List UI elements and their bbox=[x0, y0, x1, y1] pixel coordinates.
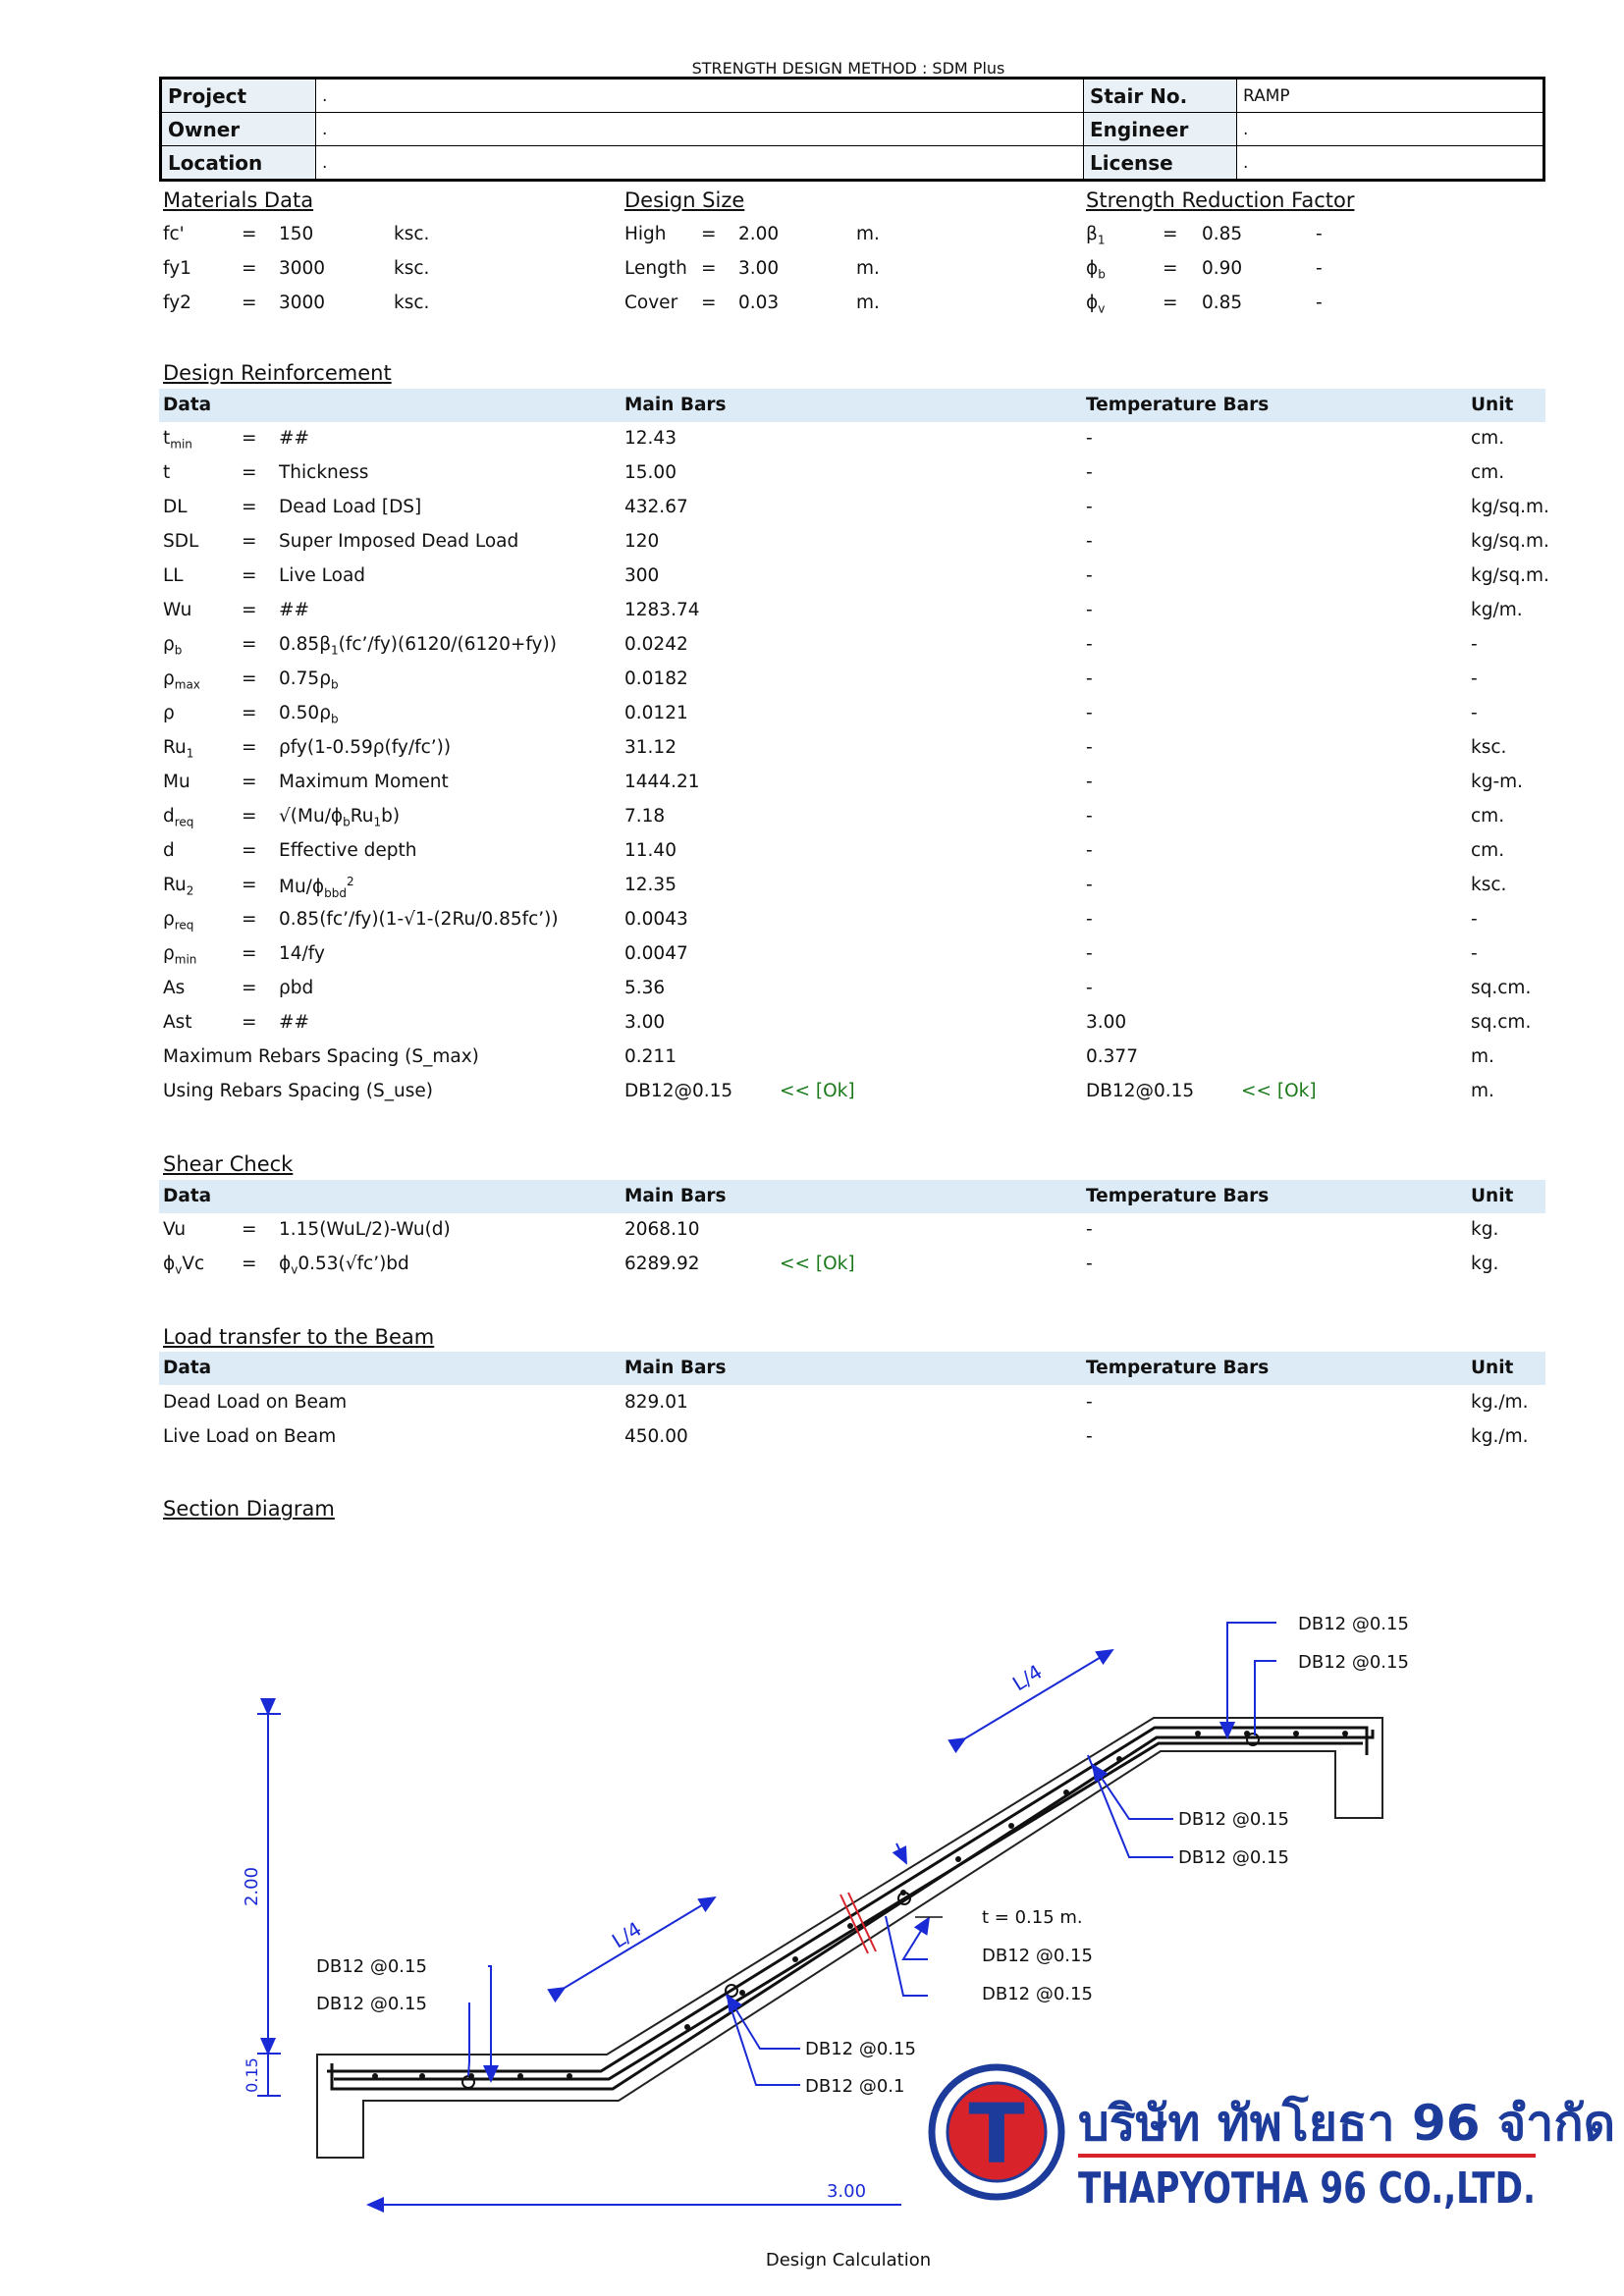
row-temp: - bbox=[1086, 703, 1093, 723]
row-main: 120 bbox=[624, 531, 660, 552]
project-info-table bbox=[159, 77, 1545, 182]
use-spacing-main-ok: << [Ok] bbox=[780, 1081, 855, 1101]
shear-eq: = bbox=[242, 1254, 257, 1274]
row-desc: Effective depth bbox=[279, 840, 417, 861]
rebar-labels bbox=[316, 1614, 1409, 2097]
label-upper-mid-2: DB12 @0.15 bbox=[1178, 1847, 1289, 1868]
row-main: 12.43 bbox=[624, 428, 677, 449]
reduction-name: $\phi_b$ bbox=[1086, 258, 1106, 282]
row-temp: - bbox=[1086, 943, 1093, 964]
reinforcement-title: Design Reinforcement bbox=[163, 361, 392, 385]
reduction-name: $\phi_v$ bbox=[1086, 293, 1106, 316]
row-temp: - bbox=[1086, 772, 1093, 792]
row-eq: = bbox=[242, 1012, 257, 1033]
footer-text: Design Calculation bbox=[765, 2250, 932, 2270]
row-desc: 14/fy bbox=[279, 943, 325, 964]
row-main: 0.0047 bbox=[624, 943, 688, 964]
design_size-name: High bbox=[624, 224, 667, 244]
materials-value: 3000 bbox=[279, 293, 326, 313]
row-symbol: Mu bbox=[163, 772, 190, 792]
row-temp: - bbox=[1086, 737, 1093, 758]
row-main: 1444.21 bbox=[624, 772, 700, 792]
row-eq: = bbox=[242, 565, 257, 586]
row-symbol: As bbox=[163, 978, 186, 998]
design_size-eq: = bbox=[701, 258, 717, 279]
row-symbol: Ast bbox=[163, 1012, 192, 1033]
shear-symbol: Vu bbox=[163, 1219, 187, 1240]
dim-landing-label: 0.15 bbox=[243, 2057, 261, 2093]
row-eq: = bbox=[242, 497, 257, 517]
row-unit: - bbox=[1471, 634, 1478, 655]
row-main: 12.35 bbox=[624, 875, 677, 895]
shear-header-band bbox=[159, 1180, 1545, 1213]
row-eq: = bbox=[242, 703, 257, 723]
col-unit: Unit bbox=[1471, 395, 1514, 415]
design_size-eq: = bbox=[701, 224, 717, 244]
project-value: . bbox=[316, 79, 1084, 113]
row-temp: - bbox=[1086, 565, 1093, 586]
use-spacing-unit: m. bbox=[1471, 1081, 1494, 1101]
row-symbol: t bbox=[163, 462, 171, 483]
label-mid-2: DB12 @0.15 bbox=[982, 1984, 1093, 2004]
shear-title: Shear Check bbox=[163, 1152, 294, 1176]
reduction-value: 0.90 bbox=[1202, 258, 1243, 279]
company-logo bbox=[932, 2067, 1615, 2214]
row-temp: - bbox=[1086, 531, 1093, 552]
row-eq: = bbox=[242, 909, 257, 930]
row-eq: = bbox=[242, 462, 257, 483]
design_size-name: Length bbox=[624, 258, 687, 279]
row-main: 300 bbox=[624, 565, 660, 586]
use-spacing-main: DB12@0.15 bbox=[624, 1081, 733, 1101]
reduction-value: 0.85 bbox=[1202, 224, 1243, 244]
load-label: Live Load on Beam bbox=[163, 1426, 337, 1447]
row-temp: - bbox=[1086, 600, 1093, 620]
row-eq: = bbox=[242, 634, 257, 655]
row-main: 7.18 bbox=[624, 806, 666, 827]
materials-unit: ksc. bbox=[394, 224, 430, 244]
row-temp: - bbox=[1086, 840, 1093, 861]
load-unit: kg./m. bbox=[1471, 1392, 1529, 1413]
col-unit: Unit bbox=[1471, 1358, 1514, 1378]
row-unit: kg/sq.m. bbox=[1471, 565, 1549, 586]
row-unit: kg/sq.m. bbox=[1471, 531, 1549, 552]
materials-value: 3000 bbox=[279, 258, 326, 279]
row-desc: $√(Mu/\phi_bRu_1b)$ bbox=[279, 806, 401, 829]
load-label: Dead Load on Beam bbox=[163, 1392, 348, 1413]
row-symbol: $d_{req}$ bbox=[163, 806, 194, 829]
row-desc: $Mu/\phi_{bbd}^2$ bbox=[279, 875, 354, 900]
logo-english-name: THAPYOTHA 96 CO.,LTD. bbox=[1078, 2163, 1536, 2214]
shear-temp: - bbox=[1086, 1254, 1093, 1274]
row-desc: $0.50\rho_b$ bbox=[279, 703, 339, 726]
load-main: 829.01 bbox=[624, 1392, 688, 1413]
row-desc: 0.85(fc’/fy)(1-√1-(2Ru/0.85fc’)) bbox=[279, 909, 559, 930]
dim-height-label: 2.00 bbox=[242, 1866, 262, 1907]
row-symbol: $Ru_1$ bbox=[163, 737, 194, 761]
row-eq: = bbox=[242, 428, 257, 449]
row-main: 11.40 bbox=[624, 840, 677, 861]
materials-name: fc' bbox=[163, 224, 185, 244]
design_size-unit: m. bbox=[856, 224, 880, 244]
row-desc: ρbd bbox=[279, 978, 314, 998]
row-eq: = bbox=[242, 875, 257, 895]
row-temp: - bbox=[1086, 497, 1093, 517]
row-temp: - bbox=[1086, 668, 1093, 689]
row-temp: - bbox=[1086, 428, 1093, 449]
row-unit: - bbox=[1471, 909, 1478, 930]
license-value: . bbox=[1237, 146, 1544, 181]
design_size-value: 3.00 bbox=[738, 258, 780, 279]
row-main: 0.0043 bbox=[624, 909, 688, 930]
use-spacing-temp: DB12@0.15 bbox=[1086, 1081, 1195, 1101]
materials-unit: ksc. bbox=[394, 258, 430, 279]
reduction-unit: - bbox=[1316, 224, 1323, 244]
row-eq: = bbox=[242, 772, 257, 792]
materials-eq: = bbox=[242, 224, 257, 244]
row-symbol: $\rho_b$ bbox=[163, 634, 183, 658]
row-temp: - bbox=[1086, 875, 1093, 895]
materials-unit: ksc. bbox=[394, 293, 430, 313]
reduction-name: $\beta_1$ bbox=[1086, 224, 1106, 247]
load-unit: kg./m. bbox=[1471, 1426, 1529, 1447]
shear-desc: $\phi_v0.53(√fc’)bd$ bbox=[279, 1254, 409, 1277]
row-unit: kg-m. bbox=[1471, 772, 1524, 792]
row-unit: ksc. bbox=[1471, 737, 1507, 758]
row-main: 0.0182 bbox=[624, 668, 688, 689]
reduction-eq: = bbox=[1163, 258, 1178, 279]
reduction-title: Strength Reduction Factor bbox=[1086, 188, 1355, 212]
row-temp: - bbox=[1086, 634, 1093, 655]
row-symbol: d bbox=[163, 840, 175, 861]
label-mid-1: DB12 @0.15 bbox=[982, 1946, 1093, 1966]
row-temp: - bbox=[1086, 909, 1093, 930]
row-eq: = bbox=[242, 668, 257, 689]
materials-name: fy2 bbox=[163, 293, 191, 313]
row-desc: ## bbox=[279, 1012, 310, 1033]
col-temp: Temperature Bars bbox=[1086, 1186, 1270, 1206]
design_size-value: 2.00 bbox=[738, 224, 780, 244]
materials-eq: = bbox=[242, 258, 257, 279]
row-unit: cm. bbox=[1471, 806, 1505, 827]
row-unit: - bbox=[1471, 943, 1478, 964]
engineer-label: Engineer bbox=[1084, 113, 1237, 146]
shear-ok: << [Ok] bbox=[780, 1254, 855, 1274]
project-label: Project bbox=[161, 79, 316, 113]
materials-value: 150 bbox=[279, 224, 314, 244]
engineer-value: . bbox=[1237, 113, 1544, 146]
stair-value: RAMP bbox=[1237, 79, 1544, 113]
row-unit: ksc. bbox=[1471, 875, 1507, 895]
load-temp: - bbox=[1086, 1392, 1093, 1413]
col-temp: Temperature Bars bbox=[1086, 1358, 1270, 1378]
row-symbol: ρ bbox=[163, 703, 175, 723]
row-main: 5.36 bbox=[624, 978, 666, 998]
col-main: Main Bars bbox=[624, 1358, 727, 1378]
row-desc: Live Load bbox=[279, 565, 366, 586]
row-unit: - bbox=[1471, 703, 1478, 723]
label-top-right-1: DB12 @0.15 bbox=[1298, 1614, 1409, 1634]
row-desc: Dead Load [DS] bbox=[279, 497, 422, 517]
label-left-2: DB12 @0.15 bbox=[316, 1994, 427, 2014]
row-symbol: $\rho_{req}$ bbox=[163, 909, 194, 933]
reduction-unit: - bbox=[1316, 258, 1323, 279]
max-spacing-unit: m. bbox=[1471, 1046, 1494, 1067]
row-desc: $0.75\rho_b$ bbox=[279, 668, 339, 692]
row-unit: cm. bbox=[1471, 462, 1505, 483]
row-main: 0.0242 bbox=[624, 634, 688, 655]
materials-name: fy1 bbox=[163, 258, 191, 279]
row-eq: = bbox=[242, 600, 257, 620]
diagram-title: Section Diagram bbox=[163, 1497, 335, 1521]
row-symbol: LL bbox=[163, 565, 184, 586]
load-temp: - bbox=[1086, 1426, 1093, 1447]
row-temp: - bbox=[1086, 978, 1093, 998]
row-eq: = bbox=[242, 806, 257, 827]
row-eq: = bbox=[242, 737, 257, 758]
label-lower-mid-2: DB12 @0.1 bbox=[805, 2076, 905, 2097]
shear-desc: 1.15(WuL/2)-Wu(d) bbox=[279, 1219, 451, 1240]
shear-unit: kg. bbox=[1471, 1254, 1499, 1274]
row-temp: - bbox=[1086, 806, 1093, 827]
col-main: Main Bars bbox=[624, 1186, 727, 1206]
load-header-band bbox=[159, 1352, 1545, 1385]
row-main: 31.12 bbox=[624, 737, 677, 758]
logo-thai-name: บริษัท ทัพโยธา 96 จำกัด bbox=[1078, 2095, 1616, 2152]
max-spacing-main: 0.211 bbox=[624, 1046, 677, 1067]
col-unit: Unit bbox=[1471, 1186, 1514, 1206]
label-left-1: DB12 @0.15 bbox=[316, 1956, 427, 1977]
row-symbol: SDL bbox=[163, 531, 199, 552]
row-unit: sq.cm. bbox=[1471, 1012, 1532, 1033]
row-eq: = bbox=[242, 840, 257, 861]
max-spacing-temp: 0.377 bbox=[1086, 1046, 1138, 1067]
design_size-unit: m. bbox=[856, 293, 880, 313]
materials-title: Materials Data bbox=[163, 188, 314, 212]
use-spacing-label: Using Rebars Spacing (S_use) bbox=[163, 1081, 433, 1101]
design-size-title: Design Size bbox=[624, 188, 745, 212]
row-main: 1283.74 bbox=[624, 600, 700, 620]
stair-label: Stair No. bbox=[1084, 79, 1237, 113]
design_size-unit: m. bbox=[856, 258, 880, 279]
col-data: Data bbox=[163, 1186, 212, 1206]
row-unit: kg/sq.m. bbox=[1471, 497, 1549, 517]
row-desc: Super Imposed Dead Load bbox=[279, 531, 519, 552]
dim-length-label: 3.00 bbox=[826, 2181, 867, 2202]
reinforcement-header-band bbox=[159, 389, 1545, 422]
label-upper-mid-1: DB12 @0.15 bbox=[1178, 1809, 1289, 1830]
row-unit: sq.cm. bbox=[1471, 978, 1532, 998]
shear-eq: = bbox=[242, 1219, 257, 1240]
col-main: Main Bars bbox=[624, 395, 727, 415]
row-desc: ρfy(1-0.59ρ(fy/fc’)) bbox=[279, 737, 452, 758]
owner-label: Owner bbox=[161, 113, 316, 146]
row-main: 15.00 bbox=[624, 462, 677, 483]
reduction-unit: - bbox=[1316, 293, 1323, 313]
shear-symbol: $\phi_vVc$ bbox=[163, 1254, 205, 1277]
location-value: . bbox=[316, 146, 1084, 181]
row-main: 3.00 bbox=[624, 1012, 666, 1033]
leader-lines bbox=[468, 1623, 1276, 2085]
row-unit: kg/m. bbox=[1471, 600, 1523, 620]
rebar-dots bbox=[372, 1731, 1348, 2079]
row-eq: = bbox=[242, 978, 257, 998]
row-main: 432.67 bbox=[624, 497, 688, 517]
row-symbol: $\rho_{min}$ bbox=[163, 943, 197, 967]
row-unit: cm. bbox=[1471, 428, 1505, 449]
page-title: STRENGTH DESIGN METHOD : SDM Plus bbox=[691, 59, 1005, 78]
col-data: Data bbox=[163, 395, 212, 415]
quarter-label-upper: L/4 bbox=[1007, 1659, 1047, 1696]
row-eq: = bbox=[242, 531, 257, 552]
load-transfer-title: Load transfer to the Beam bbox=[163, 1325, 435, 1349]
row-main: 0.0121 bbox=[624, 703, 688, 723]
row-symbol: $\rho_{max}$ bbox=[163, 668, 200, 692]
use-spacing-temp-ok: << [Ok] bbox=[1241, 1081, 1317, 1101]
row-eq: = bbox=[242, 943, 257, 964]
col-temp: Temperature Bars bbox=[1086, 395, 1270, 415]
row-temp: 3.00 bbox=[1086, 1012, 1127, 1033]
row-symbol: DL bbox=[163, 497, 188, 517]
rebar-lines bbox=[327, 1728, 1373, 2089]
row-desc: Thickness bbox=[279, 462, 369, 483]
location-label: Location bbox=[161, 146, 316, 181]
shear-main: 6289.92 bbox=[624, 1254, 700, 1274]
license-label: License bbox=[1084, 146, 1237, 181]
design_size-name: Cover bbox=[624, 293, 678, 313]
owner-value: . bbox=[316, 113, 1084, 146]
label-lower-mid-1: DB12 @0.15 bbox=[805, 2039, 916, 2059]
thickness-label: t = 0.15 m. bbox=[982, 1907, 1083, 1928]
col-data: Data bbox=[163, 1358, 212, 1378]
shear-unit: kg. bbox=[1471, 1219, 1499, 1240]
shear-temp: - bbox=[1086, 1219, 1093, 1240]
design_size-value: 0.03 bbox=[738, 293, 780, 313]
row-temp: - bbox=[1086, 462, 1093, 483]
row-desc: ## bbox=[279, 428, 310, 449]
reduction-value: 0.85 bbox=[1202, 293, 1243, 313]
row-unit: - bbox=[1471, 668, 1478, 689]
load-main: 450.00 bbox=[624, 1426, 688, 1447]
row-desc: Maximum Moment bbox=[279, 772, 449, 792]
max-spacing-label: Maximum Rebars Spacing (S_max) bbox=[163, 1046, 479, 1067]
row-symbol: $t_{min}$ bbox=[163, 428, 192, 452]
section-diagram bbox=[0, 1571, 1624, 2258]
row-desc: $0.85\beta_1(fc’/fy)(6120/(6120+fy))$ bbox=[279, 634, 557, 658]
materials-eq: = bbox=[242, 293, 257, 313]
label-top-right-2: DB12 @0.15 bbox=[1298, 1652, 1409, 1673]
reduction-eq: = bbox=[1163, 293, 1178, 313]
reduction-eq: = bbox=[1163, 224, 1178, 244]
design_size-eq: = bbox=[701, 293, 717, 313]
row-desc: ## bbox=[279, 600, 310, 620]
shear-main: 2068.10 bbox=[624, 1219, 700, 1240]
row-symbol: Wu bbox=[163, 600, 192, 620]
quarter-label-lower: L/4 bbox=[607, 1916, 646, 1953]
row-symbol: $Ru_2$ bbox=[163, 875, 194, 898]
row-unit: cm. bbox=[1471, 840, 1505, 861]
logo-letter: T bbox=[968, 2086, 1025, 2182]
